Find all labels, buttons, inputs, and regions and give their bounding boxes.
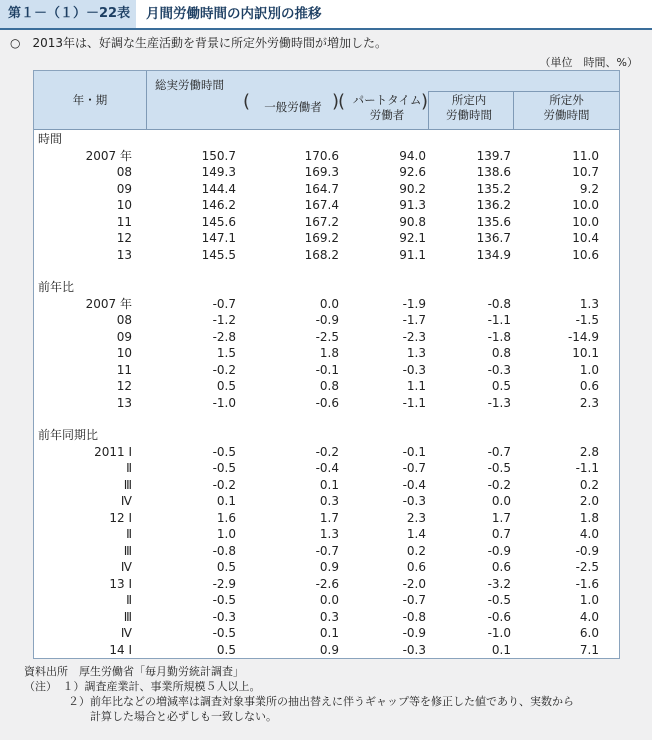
value-cell: 170.6: [304, 148, 339, 163]
period-cell: 10: [116, 346, 132, 360]
value-cell: -0.3: [487, 362, 511, 377]
value-cell: 10.4: [572, 231, 599, 245]
value-cell: -14.9: [567, 329, 599, 344]
period-cell: Ⅱ: [126, 593, 132, 607]
value-cell: 94.0: [399, 148, 426, 163]
value-cell: 10.0: [572, 214, 599, 229]
table-row: [34, 493, 619, 510]
title-bar: [0, 0, 652, 30]
value-cell: -0.7: [402, 593, 426, 607]
value-cell: 0.2: [406, 543, 426, 558]
value-cell: 10.6: [572, 247, 599, 262]
value-cell: 90.8: [399, 214, 426, 229]
value-cell: -1.0: [487, 626, 511, 640]
header-divider: [428, 91, 619, 92]
value-cell: -3.2: [487, 576, 511, 591]
value-cell: 92.1: [399, 231, 426, 245]
summary-text: ○ 2013年は、好調な生産活動を背景に所定外労働時間が増加した。: [10, 36, 388, 50]
table-header: [34, 71, 619, 130]
value-cell: 0.9: [319, 642, 339, 657]
period-cell: 2011 Ⅰ: [94, 444, 132, 459]
section-spacer: [34, 263, 619, 279]
value-cell: 1.0: [579, 593, 599, 607]
value-cell: 0.1: [491, 642, 511, 657]
note-1: （注） １）調査産業計、事業所規模５人以上。: [24, 680, 261, 693]
period-cell: 13: [116, 247, 132, 262]
notes: [24, 664, 574, 724]
value-cell: 135.6: [476, 214, 511, 229]
value-cell: -0.2: [212, 362, 236, 377]
period-cell: 09: [116, 329, 132, 344]
value-cell: -2.6: [315, 576, 339, 591]
value-cell: -0.7: [487, 444, 511, 459]
period-cell: 10: [116, 198, 132, 212]
value-cell: 2.8: [579, 444, 599, 459]
value-cell: -0.3: [402, 362, 426, 377]
section-label-row: [34, 131, 619, 148]
table-row: [34, 460, 619, 477]
value-cell: 1.7: [319, 510, 339, 525]
value-cell: -0.5: [487, 461, 511, 475]
section-label-row: [34, 279, 619, 296]
value-cell: -0.2: [487, 477, 511, 492]
section-label: 前年同期比: [38, 428, 99, 442]
value-cell: -0.5: [212, 626, 236, 640]
value-cell: -0.6: [487, 609, 511, 624]
period-cell: Ⅲ: [123, 609, 132, 624]
value-cell: 1.6: [216, 510, 236, 525]
data-table: [33, 70, 620, 659]
value-cell: 0.0: [319, 593, 339, 607]
value-cell: -0.5: [212, 593, 236, 607]
value-cell: -0.4: [315, 461, 339, 475]
header-overtime-2: 労働時間: [543, 108, 590, 122]
value-cell: 0.1: [319, 626, 339, 640]
table-row: [34, 329, 619, 346]
value-cell: -0.9: [315, 313, 339, 327]
note-2: ２）前年比などの増減率は調査対象事業所の抽出替えに伴うギャップ等を修正した値であり、実数から: [24, 695, 574, 708]
value-cell: 135.2: [476, 181, 511, 196]
value-cell: 11.0: [572, 148, 599, 163]
value-cell: 4.0: [579, 609, 599, 624]
value-cell: 1.3: [319, 527, 339, 541]
header-scheduled-1: 所定内: [451, 93, 487, 107]
value-cell: 0.5: [491, 379, 511, 393]
value-cell: -0.1: [315, 362, 339, 377]
value-cell: -0.8: [402, 609, 426, 624]
value-cell: 150.7: [201, 148, 236, 163]
value-cell: -0.2: [212, 477, 236, 492]
table-number: 第１－（１）－22表: [0, 0, 136, 28]
value-cell: 136.2: [476, 198, 511, 212]
value-cell: 0.5: [216, 642, 236, 657]
value-cell: 6.0: [579, 626, 599, 640]
page-title: 月間労働時間の内訳別の推移: [146, 6, 322, 22]
table-row: [34, 230, 619, 247]
value-cell: 0.1: [319, 477, 339, 492]
value-cell: -1.0: [212, 395, 236, 410]
value-cell: -0.5: [487, 593, 511, 607]
period-cell: 13: [116, 395, 132, 410]
value-cell: -1.2: [212, 313, 236, 327]
header-parttime-1: パートタイム: [352, 93, 422, 107]
value-cell: 0.8: [319, 379, 339, 393]
header-divider: [146, 71, 147, 129]
value-cell: 1.1: [406, 379, 426, 393]
value-cell: 146.2: [201, 198, 236, 212]
value-cell: 139.7: [476, 148, 511, 163]
table-row: [34, 148, 619, 165]
value-cell: 1.3: [406, 346, 426, 360]
value-cell: 144.4: [201, 181, 236, 196]
value-cell: 147.1: [201, 231, 236, 245]
value-cell: 0.0: [319, 296, 339, 311]
header-parttime-2: 労働者: [369, 108, 405, 122]
value-cell: 0.6: [491, 560, 511, 574]
table-row: [34, 181, 619, 198]
value-cell: -0.7: [402, 461, 426, 475]
value-cell: -0.7: [212, 296, 236, 311]
value-cell: 134.9: [476, 247, 511, 262]
period-cell: 13 Ⅰ: [109, 576, 132, 591]
period-cell: 11: [116, 214, 132, 229]
value-cell: 90.2: [399, 181, 426, 196]
table-row: [34, 296, 619, 313]
value-cell: -0.4: [402, 477, 426, 492]
paren-open-icon: (: [338, 91, 346, 112]
value-cell: -0.7: [315, 543, 339, 558]
value-cell: 145.5: [201, 247, 236, 262]
source-note: 資料出所 厚生労働省「毎月勤労統計調査」: [24, 665, 244, 678]
value-cell: -2.0: [402, 576, 426, 591]
table-row: [34, 345, 619, 362]
value-cell: 2.0: [579, 494, 599, 508]
value-cell: -1.7: [402, 313, 426, 327]
table-row: [34, 625, 619, 642]
table-row: [34, 543, 619, 560]
period-cell: Ⅲ: [123, 477, 132, 492]
table-row: [34, 444, 619, 461]
value-cell: -0.2: [315, 444, 339, 459]
value-cell: -0.3: [402, 642, 426, 657]
value-cell: -1.1: [402, 395, 426, 410]
table-row: [34, 214, 619, 231]
period-cell: Ⅱ: [126, 461, 132, 475]
value-cell: -1.1: [487, 313, 511, 327]
value-cell: 138.6: [476, 165, 511, 179]
section-label: 時間: [38, 132, 63, 146]
table-row: [34, 592, 619, 609]
table-row: [34, 197, 619, 214]
table-row: [34, 576, 619, 593]
value-cell: -2.9: [212, 576, 236, 591]
value-cell: 168.2: [304, 247, 339, 262]
value-cell: 4.0: [579, 527, 599, 541]
period-cell: 12: [116, 231, 132, 245]
unit-label: （単位 時間、%）: [539, 56, 638, 69]
value-cell: 0.6: [579, 379, 599, 393]
period-cell: Ⅳ: [120, 494, 132, 508]
period-cell: Ⅳ: [120, 626, 132, 640]
value-cell: -2.5: [575, 560, 599, 574]
table-body: [34, 129, 619, 658]
value-cell: -0.1: [402, 444, 426, 459]
value-cell: 10.1: [572, 346, 599, 360]
value-cell: 0.8: [491, 346, 511, 360]
period-cell: 2007 年: [85, 148, 132, 163]
section-label-row: [34, 427, 619, 444]
value-cell: -2.8: [212, 329, 236, 344]
value-cell: 0.7: [491, 527, 511, 541]
paren-close-icon: ): [332, 91, 340, 112]
period-cell: Ⅲ: [123, 543, 132, 558]
value-cell: 0.0: [491, 494, 511, 508]
value-cell: -0.8: [212, 543, 236, 558]
value-cell: -2.5: [315, 329, 339, 344]
value-cell: -0.9: [402, 626, 426, 640]
header-period: 年・期: [72, 93, 108, 107]
value-cell: -0.8: [487, 296, 511, 311]
table-row: [34, 362, 619, 379]
value-cell: -1.3: [487, 395, 511, 410]
value-cell: 9.2: [579, 181, 599, 196]
section-label: 前年比: [38, 280, 75, 294]
value-cell: 10.7: [572, 165, 599, 179]
value-cell: -0.3: [212, 609, 236, 624]
value-cell: -0.5: [212, 444, 236, 459]
table-row: [34, 510, 619, 527]
value-cell: 0.9: [319, 560, 339, 574]
value-cell: -1.6: [575, 576, 599, 591]
table-row: [34, 164, 619, 181]
period-cell: 11: [116, 362, 132, 377]
value-cell: 0.5: [216, 560, 236, 574]
value-cell: 169.2: [304, 231, 339, 245]
period-cell: 09: [116, 181, 132, 196]
value-cell: 92.6: [399, 165, 426, 179]
value-cell: 0.3: [319, 609, 339, 624]
value-cell: 0.6: [406, 560, 426, 574]
header-total: 総実労働時間: [155, 78, 224, 92]
table-row: [34, 609, 619, 626]
value-cell: 1.0: [216, 527, 236, 541]
table-row: [34, 378, 619, 395]
value-cell: 164.7: [304, 181, 339, 196]
value-cell: -0.3: [402, 494, 426, 508]
value-cell: 1.7: [491, 510, 511, 525]
paren-close-icon: ): [421, 91, 429, 112]
table-row: [34, 642, 619, 659]
value-cell: 10.0: [572, 198, 599, 212]
value-cell: 167.4: [304, 198, 339, 212]
period-cell: Ⅱ: [126, 527, 132, 541]
value-cell: 1.8: [319, 346, 339, 360]
value-cell: 2.3: [579, 395, 599, 410]
header-divider: [513, 91, 514, 129]
table-row: [34, 477, 619, 494]
header-divider: [428, 91, 429, 129]
header-scheduled-2: 労働時間: [446, 108, 492, 122]
value-cell: 145.6: [201, 214, 236, 229]
value-cell: 91.3: [399, 198, 426, 212]
note-3: 計算した場合と必ずしも一致しない。: [24, 710, 277, 723]
value-cell: -1.9: [402, 296, 426, 311]
period-cell: 12 Ⅰ: [109, 510, 132, 525]
value-cell: 0.5: [216, 379, 236, 393]
table-row: [34, 312, 619, 329]
value-cell: 91.1: [399, 247, 426, 262]
value-cell: -0.9: [575, 543, 599, 558]
value-cell: -1.5: [575, 313, 599, 327]
section-spacer: [34, 411, 619, 427]
value-cell: 1.3: [579, 296, 599, 311]
value-cell: 0.3: [319, 494, 339, 508]
value-cell: -1.1: [575, 461, 599, 475]
value-cell: 169.3: [304, 165, 339, 179]
value-cell: 0.2: [579, 477, 599, 492]
table-row: [34, 395, 619, 412]
value-cell: 136.7: [476, 231, 511, 245]
paren-open-icon: (: [243, 91, 251, 112]
value-cell: 1.0: [579, 362, 599, 377]
value-cell: -0.5: [212, 461, 236, 475]
period-cell: 08: [116, 165, 132, 179]
table-row: [34, 526, 619, 543]
period-cell: 2007 年: [85, 296, 132, 311]
value-cell: 0.1: [216, 494, 236, 508]
table-row: [34, 559, 619, 576]
value-cell: -1.8: [487, 329, 511, 344]
value-cell: 7.1: [579, 642, 599, 657]
value-cell: -2.3: [402, 329, 426, 344]
value-cell: 1.4: [406, 527, 426, 541]
value-cell: 1.8: [579, 510, 599, 525]
value-cell: 1.5: [216, 346, 236, 360]
period-cell: 08: [116, 313, 132, 327]
period-cell: Ⅳ: [120, 560, 132, 574]
value-cell: 2.3: [406, 510, 426, 525]
value-cell: 167.2: [304, 214, 339, 229]
table-row: [34, 247, 619, 264]
header-general: 一般労働者: [264, 100, 322, 114]
period-cell: 14 Ⅰ: [109, 642, 132, 657]
value-cell: -0.6: [315, 395, 339, 410]
period-cell: 12: [116, 379, 132, 393]
header-overtime-1: 所定外: [549, 93, 584, 107]
value-cell: -0.9: [487, 543, 511, 558]
value-cell: 149.3: [201, 165, 236, 179]
